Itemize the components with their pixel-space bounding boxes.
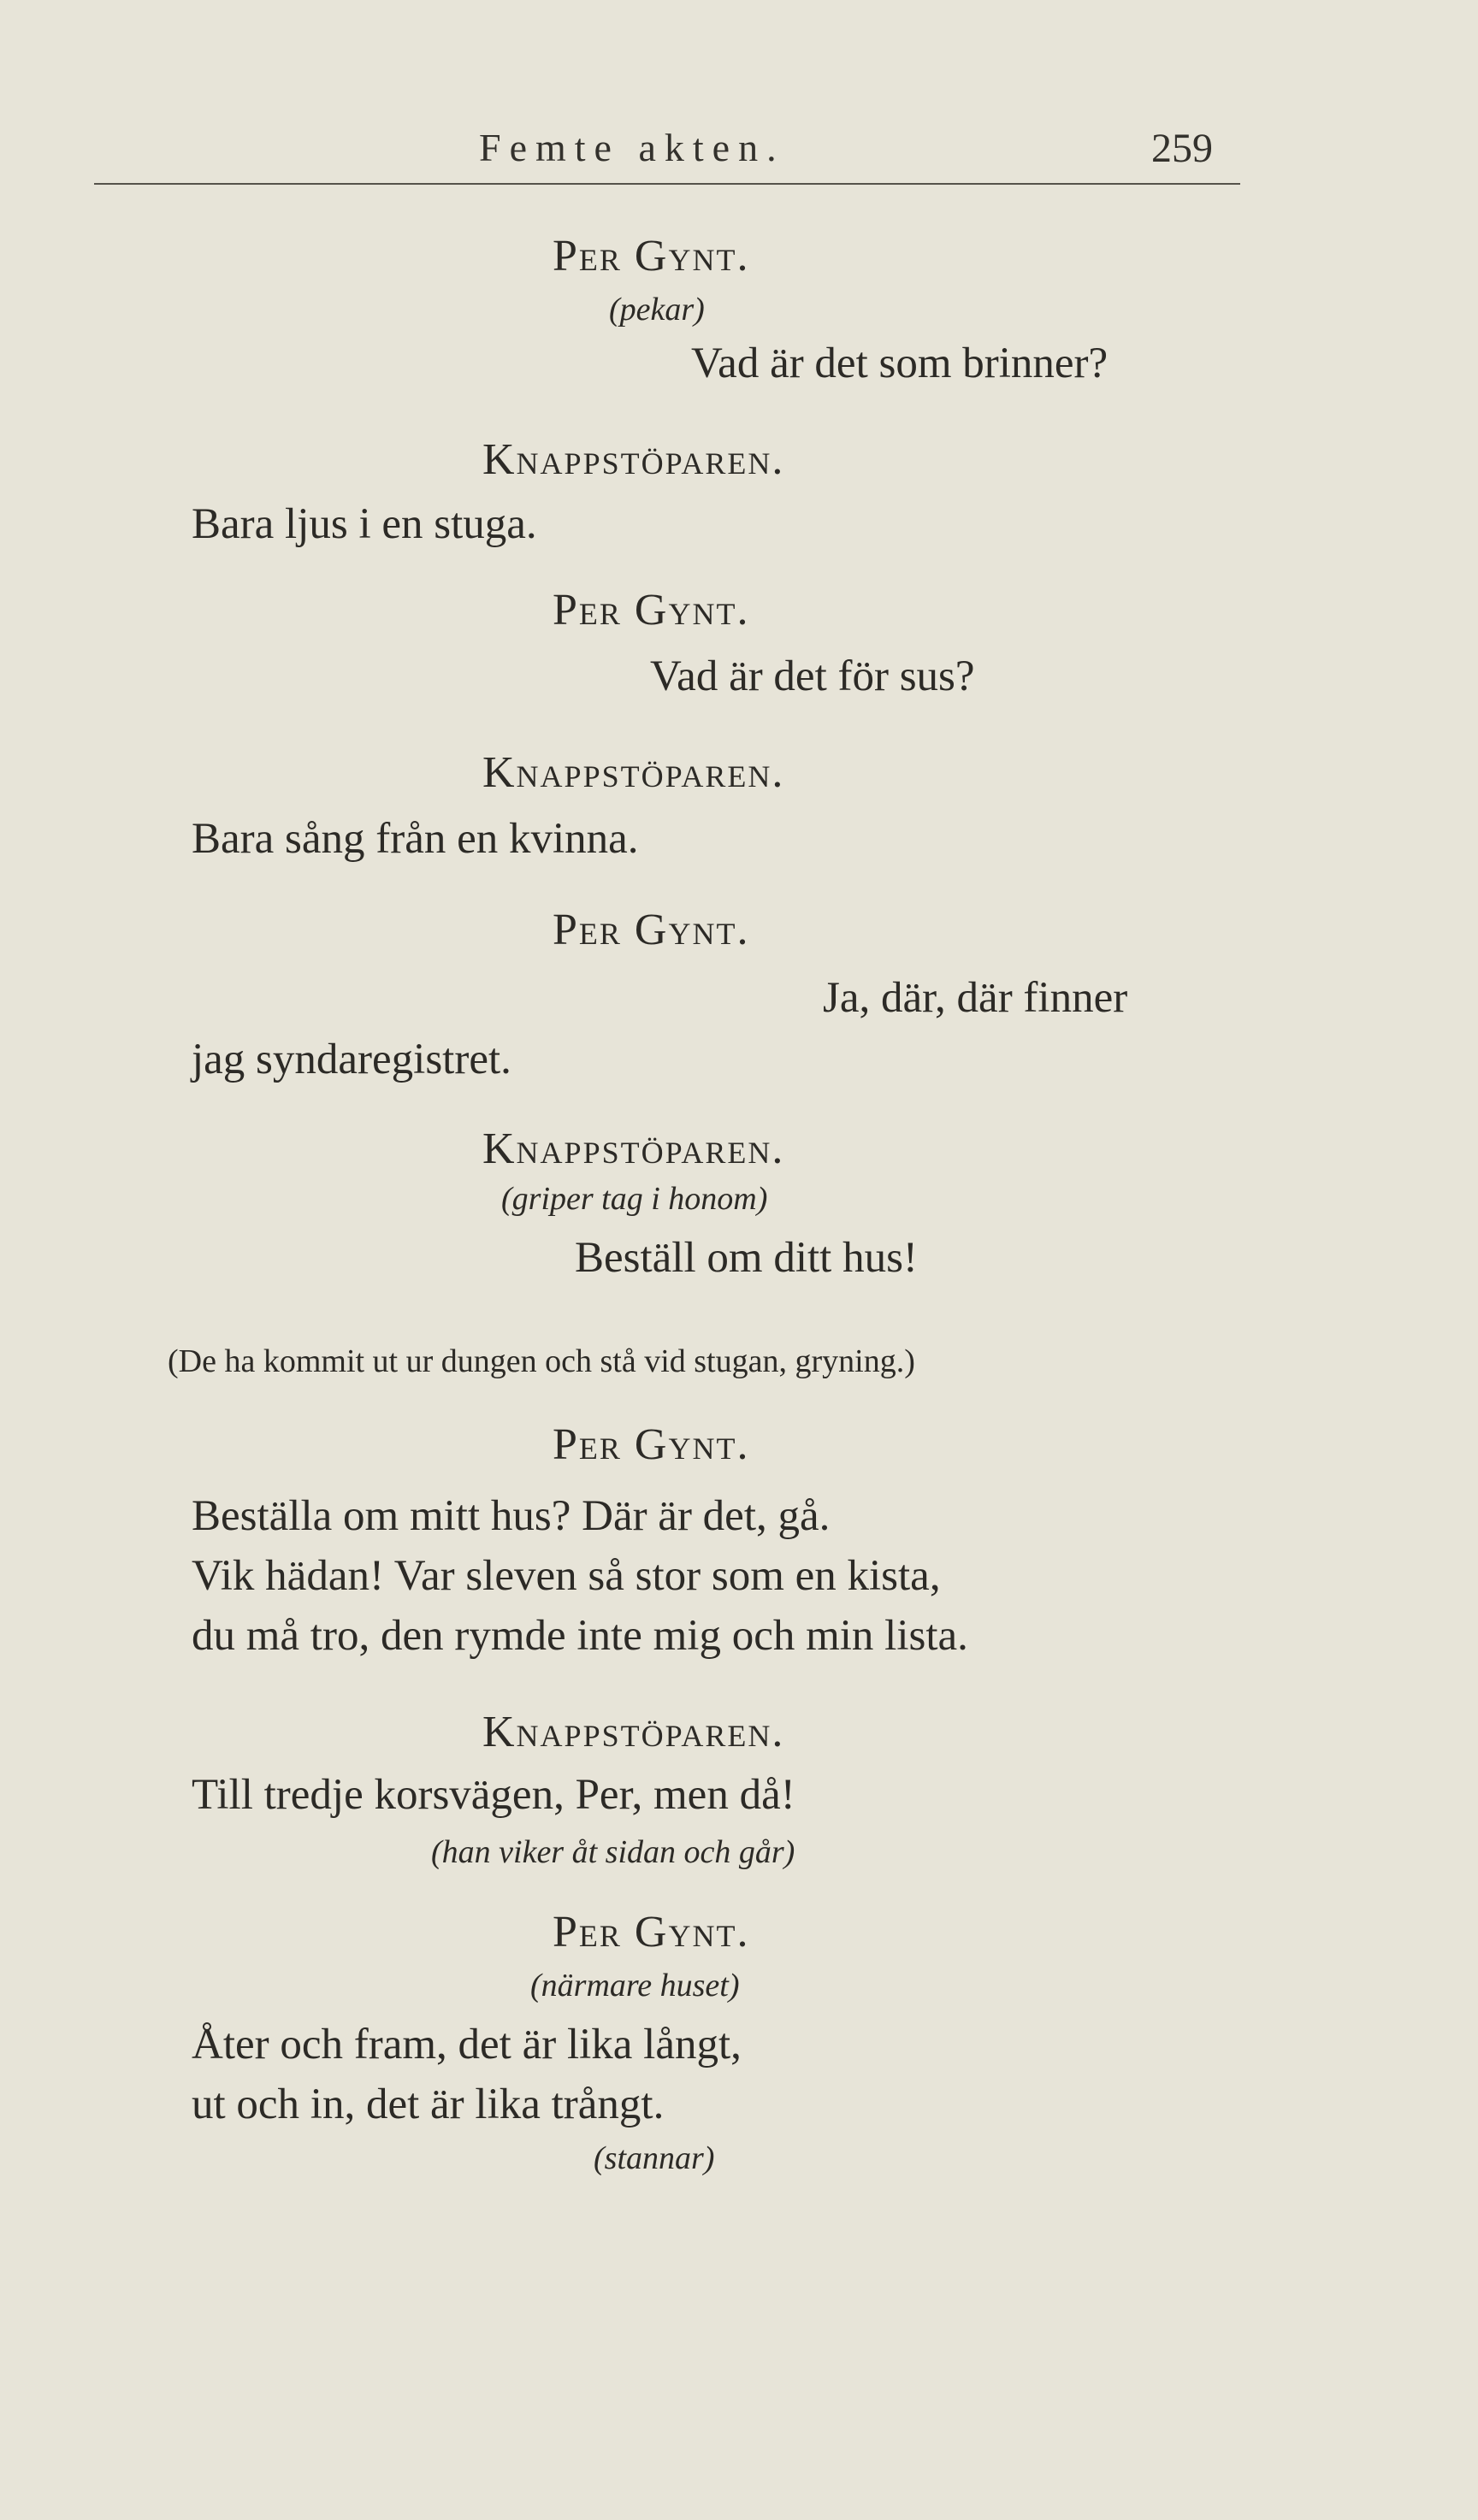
header-rule [94,183,1240,185]
stage-direction: (han viker åt sidan och går) [431,1834,795,1870]
speaker-name: Per Gynt. [553,906,750,954]
speaker-name: Knappstöparen. [482,435,785,484]
running-title: Femte akten. [479,126,785,169]
page-number: 259 [1151,126,1213,171]
verse-line: jag syndaregistret. [192,1036,511,1083]
verse-line: Bara ljus i en stuga. [192,500,537,548]
verse-line: Ja, där, där finner [823,974,1128,1022]
speaker-name: Per Gynt. [553,586,750,634]
verse-line: Beställ om ditt hus! [575,1234,918,1282]
speaker-name: Per Gynt. [553,1420,750,1469]
speaker-name: Per Gynt. [553,232,750,280]
stage-direction: (pekar) [609,292,705,328]
stage-direction: (De ha kommit ut ur dungen och stå vid stugan, gryning.) [168,1343,915,1379]
stage-direction: (stannar) [594,2140,715,2176]
verse-line: Vad är det för sus? [650,652,975,700]
speaker-name: Per Gynt. [553,1908,750,1956]
verse-line: Bara sång från en kvinna. [192,815,639,863]
verse-line: ut och in, det är lika trångt. [192,2080,665,2128]
verse-line: Åter och fram, det är lika långt, [192,2021,742,2069]
stage-direction: (griper tag i honom) [501,1181,768,1217]
verse-line: Vik hädan! Var sleven så stor som en kista, [192,1552,941,1600]
speaker-name: Knappstöparen. [482,1708,785,1756]
verse-line: Till tredje korsvägen, Per, men då! [192,1771,795,1819]
verse-line: du må tro, den rymde inte mig och min lista. [192,1612,968,1660]
speaker-name: Knappstöparen. [482,1124,785,1173]
stage-direction: (närmare huset) [530,1968,740,2004]
speaker-name: Knappstöparen. [482,748,785,797]
verse-line: Vad är det som brinner? [691,339,1108,387]
verse-line: Beställa om mitt hus? Där är det, gå. [192,1492,831,1540]
